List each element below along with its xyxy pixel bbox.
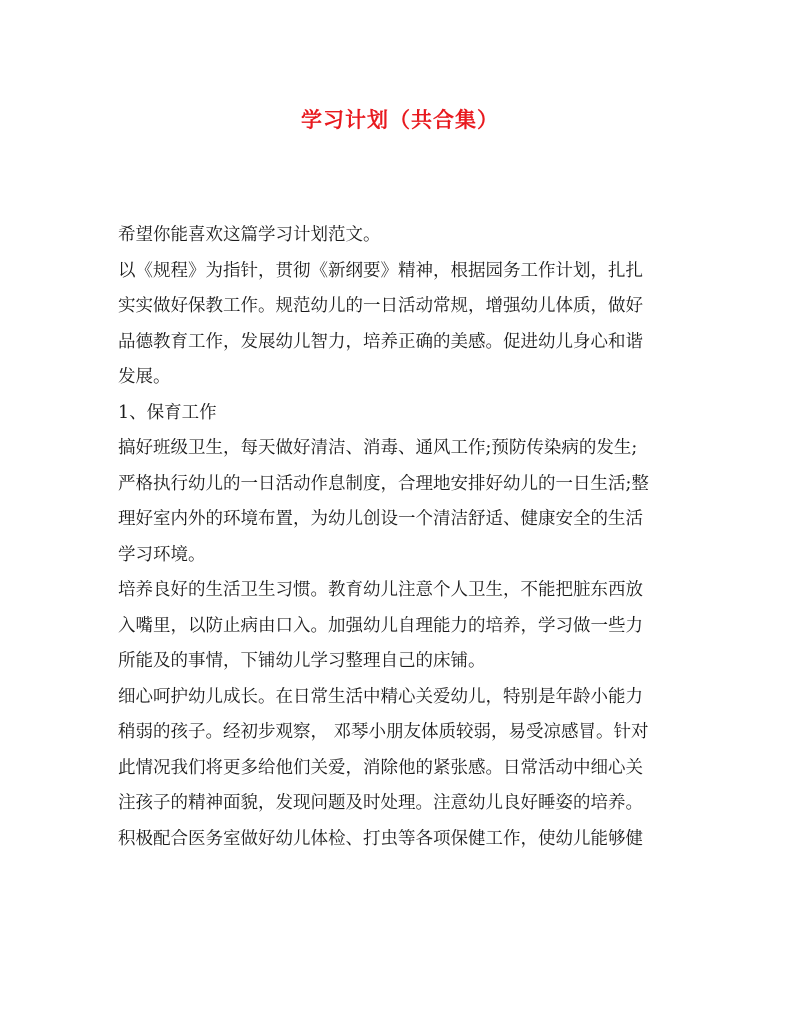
document-body [118, 218, 688, 857]
paragraph-line: 实实做好保教工作。规范幼儿的一日活动常规，增强幼儿体质，做好 [118, 296, 643, 316]
paragraph-line: 理好室内外的环境布置，为幼儿创设一个清洁舒适、健康安全的生活 [118, 509, 643, 529]
paragraph-line: 发展。 [118, 367, 171, 387]
paragraph-line: 品德教育工作，发展幼儿智力，培养正确的美感。促进幼儿身心和谐 [118, 331, 643, 352]
paragraph-line: 积极配合医务室做好幼儿体检、打虫等各项保健工作，使幼儿能够健 [118, 828, 643, 849]
paragraph-line: 细心呵护幼儿成长。在日常生活中精心关爱幼儿，特别是年龄小能力 [118, 686, 643, 707]
paragraph-line: 此情况我们将更多给他们关爱，消除他的紧张感。日常活动中细心关 [118, 757, 643, 778]
intro-line: 希望你能喜欢这篇学习计划范文。 [118, 225, 381, 245]
paragraph-line: 搞好班级卫生，每天做好清洁、消毒、通风工作;预防传染病的发生; [118, 438, 638, 458]
document-title: 学习计划（共合集） [301, 107, 499, 132]
paragraph-line: 以《规程》为指针，贯彻《新纲要》精神，根据园务工作计划，扎扎 [118, 260, 643, 281]
paragraph-line: 严格执行幼儿的一日活动作息制度，合理地安排好幼儿的一日生活;整 [118, 473, 649, 494]
paragraph-line: 注孩子的精神面貌，发现问题及时处理。注意幼儿良好睡姿的培养。 [118, 793, 643, 813]
paragraph-line: 学习环境。 [118, 544, 206, 565]
paragraph-line: 培养良好的生活卫生习惯。教育幼儿注意个人卫生，不能把脏东西放 [118, 580, 643, 600]
paragraph-line: 稍弱的孩子。经初步观察， 邓琴小朋友体质较弱，易受凉感冒。针对 [118, 722, 649, 742]
section-heading: 1、保育工作 [118, 402, 217, 423]
paragraph-line: 所能及的事情，下铺幼儿学习整理自己的床铺。 [118, 651, 486, 671]
paragraph-line: 入嘴里，以防止病由口入。加强幼儿自理能力的培养，学习做一些力 [118, 615, 643, 636]
